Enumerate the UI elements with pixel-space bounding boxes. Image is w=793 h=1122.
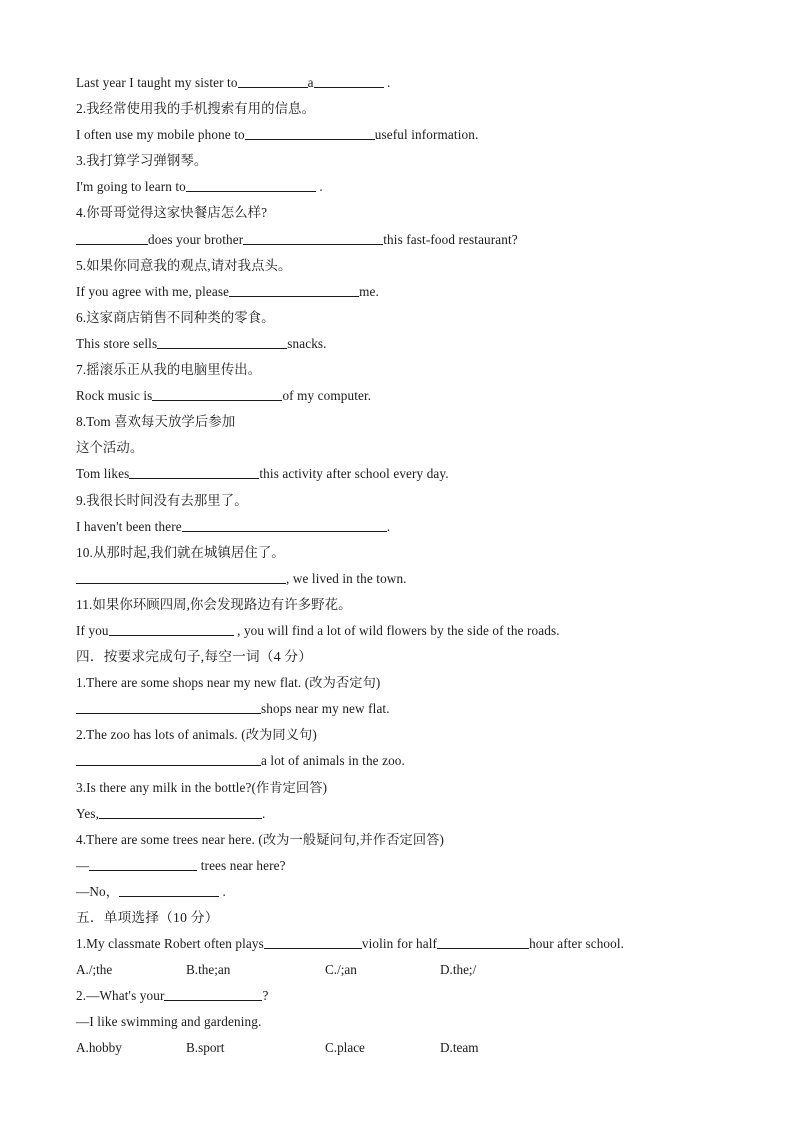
- translation-item-11-english: [76, 618, 736, 644]
- option-a[interactable]: A.hobby: [76, 1040, 122, 1056]
- translation-item-8-chinese-line-1: 8.Tom 喜欢每天放学后参加: [76, 414, 236, 430]
- exercise4-item-3-answer: [76, 801, 736, 827]
- answer-blank[interactable]: [164, 988, 262, 1001]
- exercise5-question-2-stem-line-1: [76, 983, 736, 1009]
- translation-item-8-chinese-line-2: 这个活动。: [76, 440, 144, 456]
- text-run: trees near here?: [197, 857, 286, 873]
- text-run: a: [307, 75, 314, 90]
- text-run: me.: [359, 283, 379, 299]
- text-run: .: [383, 75, 391, 90]
- translation-item-10-english: [76, 566, 736, 592]
- answer-blank[interactable]: [129, 466, 259, 479]
- translation-item-7-english: [76, 383, 736, 409]
- exercise4-item-3-prompt: 3.Is there any milk in the bottle?(作肯定回答): [76, 779, 328, 795]
- answer-blank[interactable]: [157, 336, 287, 349]
- translation-item-6-english: [76, 331, 736, 357]
- translation-item-9-english: [76, 514, 736, 540]
- translation-item-9-chinese: 9.我很长时间没有去那里了。: [76, 492, 248, 508]
- option-d[interactable]: D.team: [440, 1040, 479, 1056]
- translation-item-5-english: [76, 279, 736, 305]
- translation-item-11-chinese: 11.如果你环顾四周,你会发现路边有许多野花。: [76, 596, 352, 612]
- text-run: snacks.: [287, 335, 327, 351]
- text-run: I'm going to learn to: [76, 179, 186, 195]
- answer-blank[interactable]: [264, 936, 362, 949]
- text-run: a lot of animals in the zoo.: [261, 753, 405, 769]
- text-run: 2.—What's your: [76, 988, 165, 1004]
- text-run: Tom likes: [76, 466, 130, 482]
- exercise4-item-1-prompt: 1.There are some shops near my new flat. (改为否定句): [76, 675, 381, 691]
- answer-blank[interactable]: [89, 858, 197, 871]
- option-b[interactable]: B.sport: [186, 1040, 225, 1056]
- text-run: shops near my new flat.: [261, 701, 390, 717]
- document-body: [76, 70, 736, 1062]
- text-run: useful information.: [374, 127, 479, 143]
- answer-blank[interactable]: [245, 127, 375, 140]
- text-run: 1.My classmate Robert often plays: [76, 936, 264, 952]
- text-run: I often use my mobile phone to: [76, 127, 245, 143]
- answer-blank[interactable]: [76, 231, 148, 244]
- text-run: this activity after school every day.: [259, 466, 449, 482]
- translation-item-3-english: [76, 174, 736, 200]
- text-run: This store sells: [76, 335, 158, 351]
- translation-item-4-chinese: 4.你哥哥觉得这家快餐店怎么样?: [76, 205, 268, 221]
- translation-item-1-english: [76, 70, 736, 96]
- translation-item-6-chinese: 6.这家商店销售不同种类的零食。: [76, 309, 275, 325]
- translation-item-10-chinese: 10.从那时起,我们就在城镇居住了。: [76, 544, 285, 560]
- text-run: .: [315, 179, 323, 195]
- text-run: Rock music is: [76, 388, 153, 404]
- text-run: —: [76, 857, 90, 873]
- translation-item-3-chinese: 3.我打算学习弹钢琴。: [76, 153, 208, 169]
- answer-blank[interactable]: [186, 179, 316, 192]
- option-a[interactable]: A./;the: [76, 962, 113, 978]
- exercise5-question-1-options: [76, 957, 736, 983]
- option-d[interactable]: D.the;/: [440, 962, 477, 978]
- translation-item-7-chinese: 7.摇滚乐正从我的电脑里传出。: [76, 362, 262, 378]
- text-run: If you: [76, 622, 109, 638]
- text-run: does your brother: [148, 231, 244, 247]
- text-run: .: [219, 883, 226, 899]
- translation-item-8-english: [76, 461, 736, 487]
- answer-blank[interactable]: [314, 75, 384, 88]
- answer-blank[interactable]: [238, 75, 308, 88]
- text-run: Yes,: [76, 805, 100, 821]
- answer-blank[interactable]: [99, 805, 262, 818]
- text-run: ?: [262, 988, 269, 1004]
- text-run: If you agree with me, please: [76, 283, 230, 299]
- answer-blank[interactable]: [76, 753, 261, 766]
- text-run: , you will find a lot of wild flowers by the side of the roads.: [233, 622, 560, 638]
- answer-blank[interactable]: [76, 701, 261, 714]
- answer-blank[interactable]: [119, 884, 219, 897]
- text-run: —No，: [76, 883, 120, 899]
- translation-item-5-chinese: 5.如果你同意我的观点,请对我点头。: [76, 257, 292, 273]
- exercise4-item-1-answer: [76, 696, 736, 722]
- answer-blank[interactable]: [152, 388, 282, 401]
- exercise4-item-2-prompt: 2.The zoo has lots of animals. (改为同义句): [76, 727, 317, 743]
- exercise4-item-4-prompt: 4.There are some trees near here. (改为一般疑问句,并作否定回答): [76, 831, 445, 847]
- text-run: .: [262, 805, 266, 821]
- exercise4-item-2-answer: [76, 748, 736, 774]
- exercise5-question-2-stem-line-2: —I like swimming and gardening.: [76, 1014, 262, 1030]
- exercise5-question-1-stem: [76, 931, 736, 957]
- answer-blank[interactable]: [437, 936, 529, 949]
- text-run: hour after school.: [529, 936, 625, 952]
- option-b[interactable]: B.the;an: [186, 962, 231, 978]
- text-run: I haven't been there: [76, 518, 182, 534]
- answer-blank[interactable]: [109, 623, 234, 636]
- text-run: , we lived in the town.: [286, 570, 407, 586]
- option-c[interactable]: C.place: [325, 1040, 365, 1056]
- answer-blank[interactable]: [243, 231, 383, 244]
- text-run: violin for half: [361, 936, 438, 952]
- translation-item-2-chinese: 2.我经常使用我的手机搜索有用的信息。: [76, 101, 315, 117]
- text-run: Last year I taught my sister to: [76, 75, 238, 90]
- answer-blank[interactable]: [76, 571, 286, 584]
- exercise4-item-4-answer-1: [76, 853, 736, 879]
- exercise4-item-4-answer-2: [76, 879, 736, 905]
- exercise5-question-2-options: [76, 1035, 736, 1061]
- answer-blank[interactable]: [229, 284, 359, 297]
- section-heading-five: 五．单项选择（10 分）: [76, 910, 219, 925]
- text-run: .: [386, 518, 391, 534]
- option-c[interactable]: C./;an: [325, 962, 357, 978]
- translation-item-4-english: [76, 227, 736, 253]
- section-heading-four: 四．按要求完成句子,每空一词（4 分）: [76, 649, 313, 665]
- answer-blank[interactable]: [182, 518, 387, 531]
- text-run: of my computer.: [282, 388, 372, 404]
- translation-item-2-english: [76, 122, 736, 148]
- text-run: this fast-food restaurant?: [383, 231, 518, 247]
